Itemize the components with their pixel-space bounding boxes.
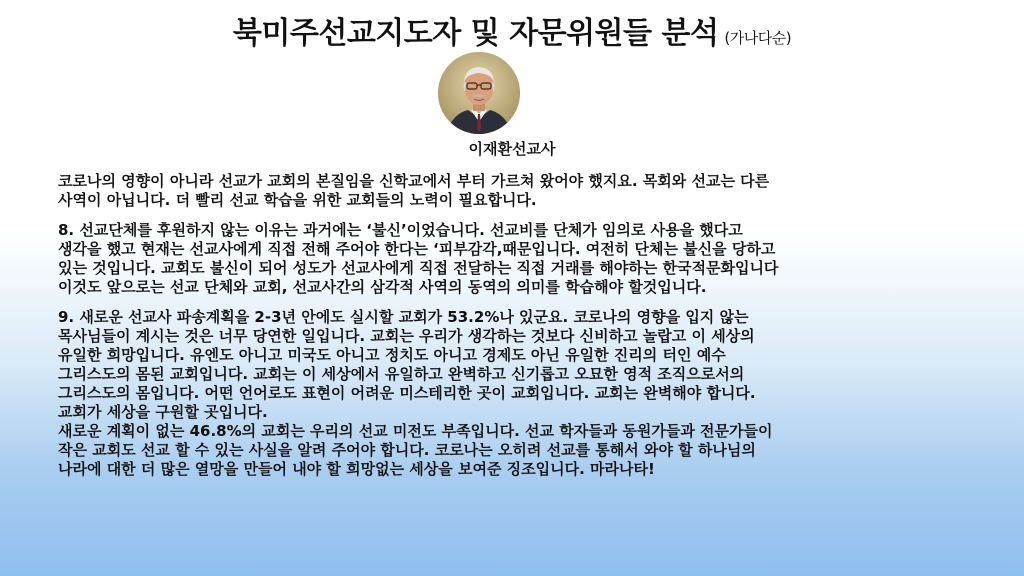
profile-photo xyxy=(438,52,520,134)
text-line: 이것도 앞으로는 선교 단체와 교회, 선교사간의 삼각적 사역의 동역의 의미를 학습해야 할것입니다. xyxy=(58,278,707,296)
paragraph xyxy=(58,221,978,297)
text-line: 생각을 했고 현재는 선교사에게 직접 전해 주어야 한다는 ‘피부감각,때문입니다. 여전히 단체는 불신을 당하고 xyxy=(58,240,776,258)
text-line: 나라에 대한 더 많은 열망을 만들어 내야 할 희망없는 세상을 보여준 징조입니다. 마라나타! xyxy=(58,460,655,478)
text-line: 8. 선교단체를 후원하지 않는 이유는 과거에는 ‘불신’이었습니다. 선교비를 단체가 임의로 사용을 했다고 xyxy=(58,221,743,239)
paragraph xyxy=(58,308,978,479)
page-title xyxy=(0,8,1024,52)
portrait-image xyxy=(438,52,520,134)
title-main: 북미주선교지도자 및 자문위원들 분석 xyxy=(232,16,719,51)
text-line: 유일한 희망입니다. 유엔도 아니고 미국도 아니고 정치도 아니고 경제도 아닌 유일한 진리의 터인 예수 xyxy=(58,346,726,364)
text-line: 그리스도의 몸된 교회입니다. 교회는 이 세상에서 유일하고 완벽하고 신기롭고 오묘한 영적 조직으로서의 xyxy=(58,365,745,383)
paragraph xyxy=(58,172,978,210)
text-line: 목사님들이 계시는 것은 너무 당연한 일입니다. 교회는 우리가 생각하는 것보다 신비하고 놀랍고 이 세상의 xyxy=(58,327,755,345)
person-name: 이재환선교사 xyxy=(468,140,556,158)
article-body xyxy=(58,172,978,490)
text-line: 그리스도의 몸입니다. 어떤 언어로도 표현이 어려운 미스테리한 곳이 교회입니다. 교회는 완벽해야 합니다. xyxy=(58,384,756,402)
title-sub: (가나다순) xyxy=(724,29,792,47)
text-line: 작은 교회도 선교 할 수 있는 사실을 알려 주어야 합니다. 코로나는 오히려 선교를 통해서 와야 할 하나님의 xyxy=(58,441,756,459)
text-line: 9. 새로운 선교사 파송계획을 2-3년 안에도 실시할 교회가 53.2%나 있군요. 코로나의 영향을 입지 않는 xyxy=(58,308,749,326)
text-line: 있는 것입니다. 교회도 불신이 되어 성도가 선교사에게 직접 전달하는 직접 거래를 해야하는 한국적문화입니다 xyxy=(58,259,779,277)
text-line: 새로운 계획이 없는 46.8%의 교회는 우리의 선교 미전도 부족입니다. 선교 학자들과 동원가들과 전문가들이 xyxy=(58,422,773,440)
text-line: 사역이 아닙니다. 더 빨리 선교 학습을 위한 교회들의 노력이 필요합니다. xyxy=(58,191,537,209)
text-line: 코로나의 영향이 아니라 선교가 교회의 본질임을 신학교에서 부터 가르쳐 왔어야 했지요. 목회와 선교는 다른 xyxy=(58,172,770,190)
text-line: 교회가 세상을 구원할 곳입니다. xyxy=(58,403,268,421)
